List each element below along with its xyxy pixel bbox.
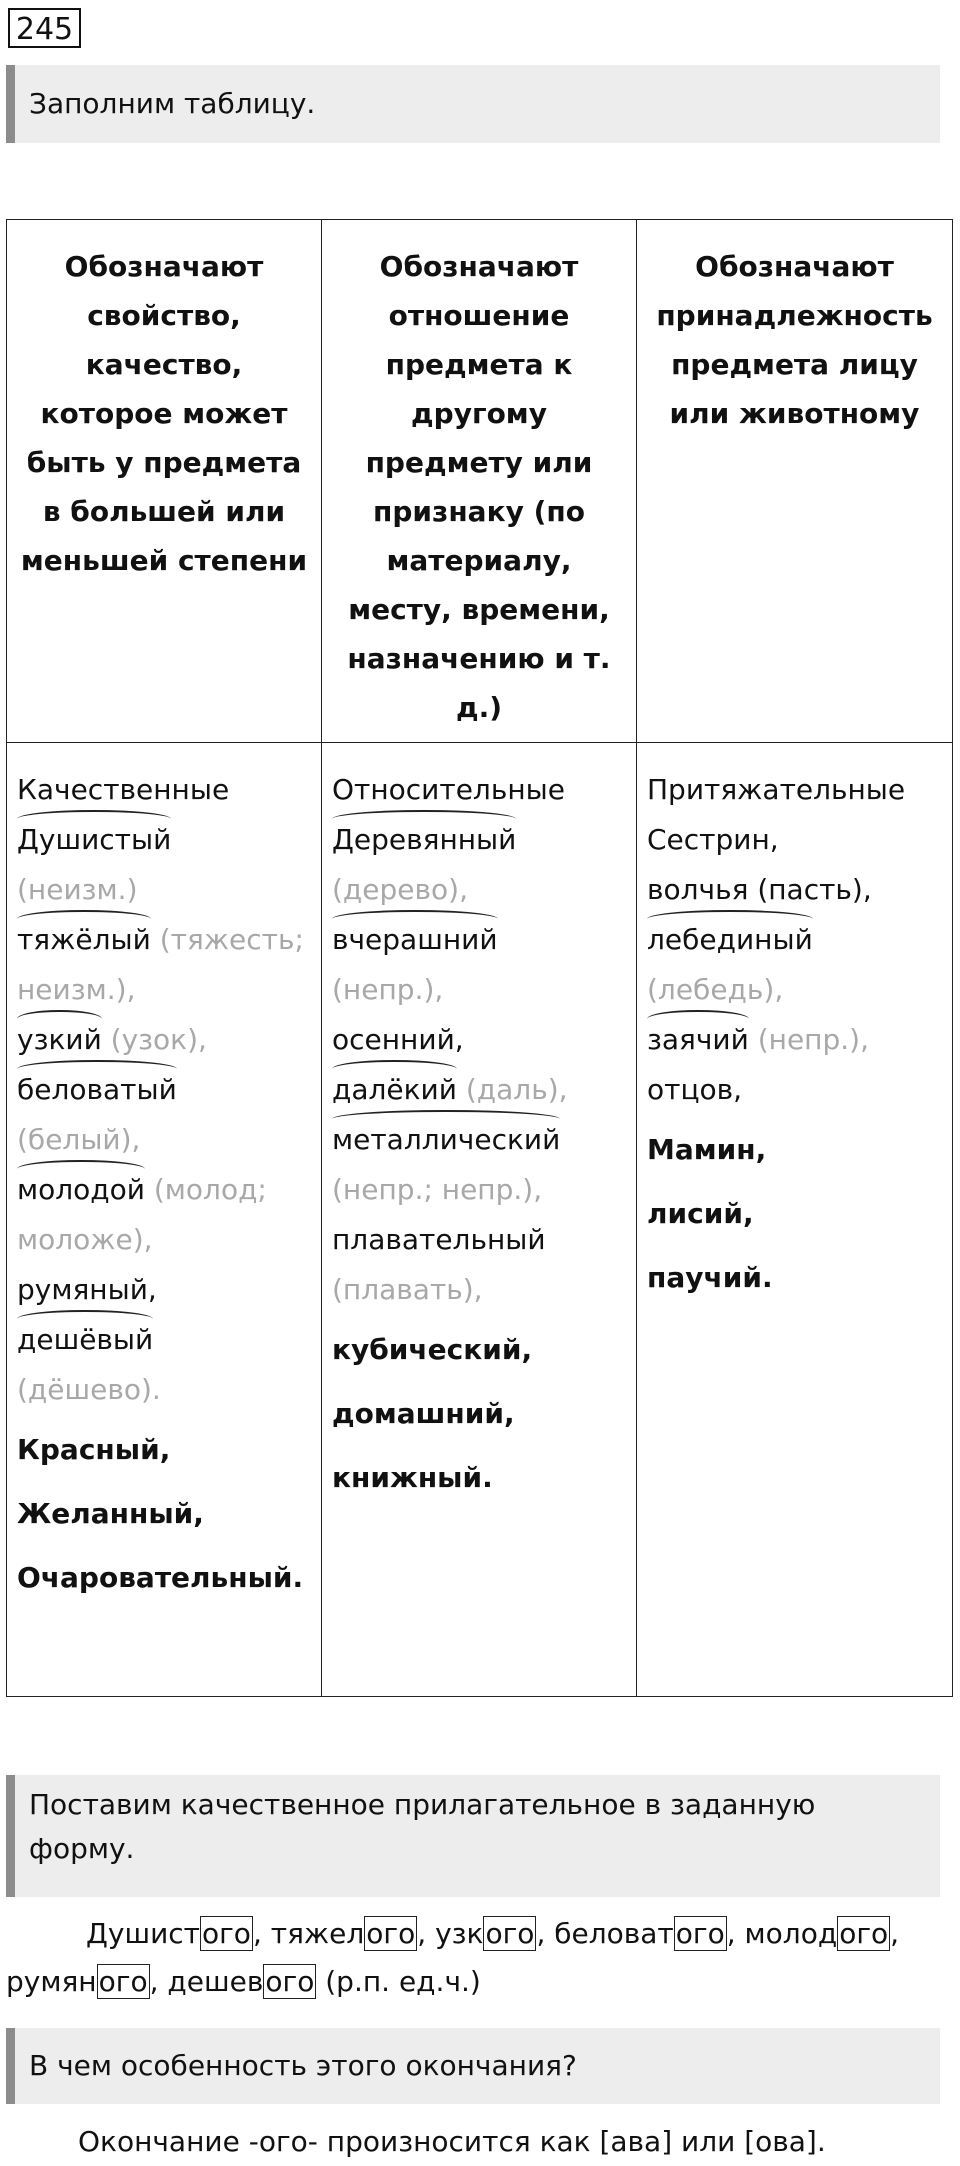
added-example: Красный,	[17, 1433, 171, 1466]
ending-box: ого	[675, 1917, 725, 1950]
ending-box: ого	[839, 1917, 889, 1950]
instruction-note-fill-table: Заполним таблицу.	[6, 65, 940, 143]
header-possessive: Обозначают принадлежность предмета лицу или животному	[637, 220, 953, 743]
task-number: 245	[8, 8, 81, 48]
list-item: Душистый	[17, 817, 311, 863]
answer-text: Окончание -ого- произносится как [ава] или [ова].	[78, 2125, 826, 2158]
list-item-note: (дерево),	[332, 873, 468, 906]
ending-box: ого	[98, 1965, 148, 1998]
adjective-table	[6, 219, 953, 1697]
category-title: Качественные	[17, 773, 230, 806]
list-item-note: (непр.),	[332, 973, 444, 1006]
ending-box: ого	[366, 1917, 416, 1950]
list-item-note: (непр.; непр.),	[332, 1173, 543, 1206]
column-possessive	[637, 743, 953, 1697]
list-item: плавательный	[332, 1223, 546, 1256]
list-item: отцов,	[647, 1073, 743, 1106]
list-item: далёкий (даль),	[332, 1067, 626, 1113]
list-item: узкий (узок),	[17, 1017, 311, 1063]
added-example: домашний,	[332, 1397, 515, 1430]
list-item: вчерашний	[332, 917, 626, 963]
list-item-note: (лебедь),	[647, 973, 784, 1006]
list-item-note: моложе),	[17, 1223, 153, 1256]
list-item-note: неизм.),	[17, 973, 136, 1006]
added-example: книжный.	[332, 1461, 493, 1494]
list-item: волчья (пасть),	[647, 873, 872, 906]
instruction-note-question: В чем особенность этого окончания?	[6, 2028, 940, 2104]
added-example: кубический,	[332, 1333, 533, 1366]
list-item: Деревянный	[332, 817, 626, 863]
list-item-note: (белый),	[17, 1123, 141, 1156]
table-body-row	[7, 743, 953, 1697]
header-relative: Обозначают отношение предмета к другому предмету или признаку (по материалу, месту, времени, назначению и т. д.)	[322, 220, 637, 743]
header-qualitative: Обозначают свойство, качество, которое может быть у предмета в большей или меньшей степени	[7, 220, 322, 743]
ending-box: ого	[265, 1965, 315, 1998]
list-item: тяжёлый (тяжесть;	[17, 917, 311, 963]
list-item: дешёвый	[17, 1317, 311, 1363]
list-item-note: (неизм.)	[17, 873, 138, 906]
list-item: Сестрин,	[647, 823, 779, 856]
table-header-row	[7, 220, 953, 743]
list-item: осенний,	[332, 1023, 464, 1056]
ending-box: ого	[201, 1917, 251, 1950]
column-relative	[322, 743, 637, 1697]
added-example: лисий,	[647, 1197, 754, 1230]
instruction-note-put-in-form: Поставим качественное прилагательное в заданную форму.	[6, 1775, 940, 1897]
list-item: металлический	[332, 1117, 626, 1163]
list-item: молодой (молод;	[17, 1167, 311, 1213]
column-qualitative	[7, 743, 322, 1697]
ending-box: ого	[485, 1917, 535, 1950]
forms-paragraph: Душистого, тяжелого, узкого, беловатого, молодого, румяного, дешевого (р.п. ед.ч.)	[6, 1917, 900, 1998]
list-item-note: (плавать),	[332, 1273, 483, 1306]
list-item: румяный,	[17, 1273, 157, 1306]
category-title: Притяжательные	[647, 773, 906, 806]
list-item-note: (дёшево).	[17, 1373, 161, 1406]
added-example: Мамин,	[647, 1133, 767, 1166]
added-example: Очаровательный.	[17, 1561, 304, 1594]
list-item: лебединый	[647, 917, 942, 963]
category-title: Относительные	[332, 773, 565, 806]
list-item: заячий (непр.),	[647, 1017, 942, 1063]
list-item: беловатый	[17, 1067, 311, 1113]
added-example: паучий.	[647, 1261, 773, 1294]
added-example: Желанный,	[17, 1497, 204, 1530]
